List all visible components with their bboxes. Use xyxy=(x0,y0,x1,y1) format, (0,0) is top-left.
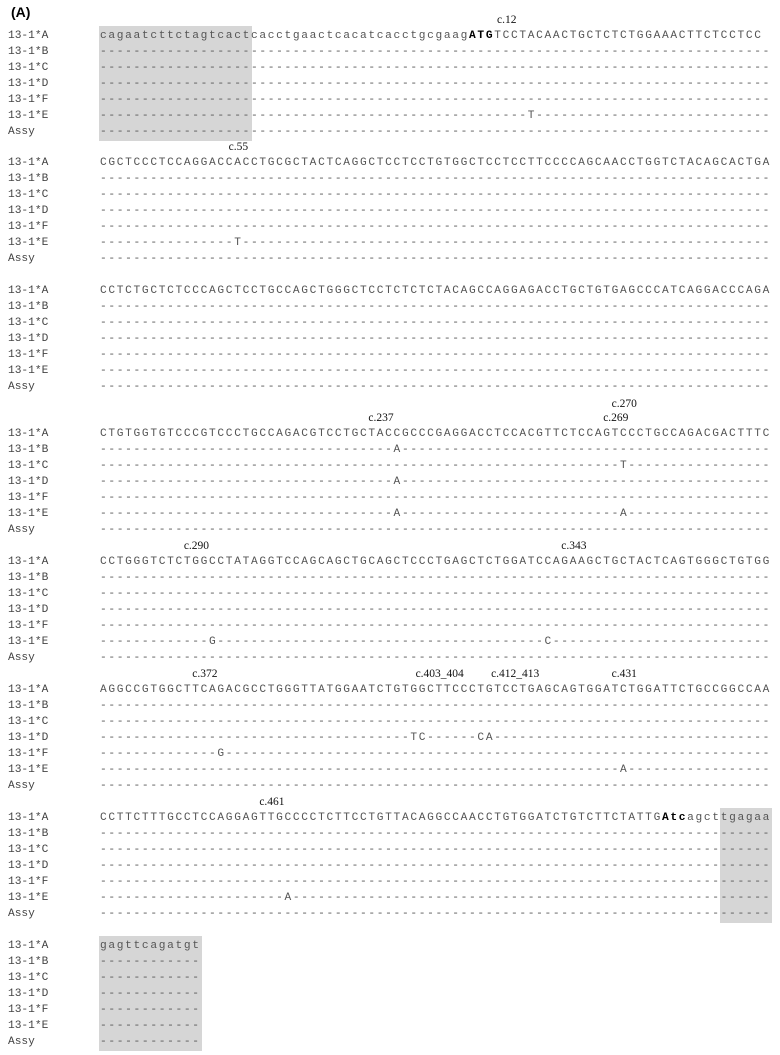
alignment-row xyxy=(0,347,780,363)
alignment-row xyxy=(0,746,780,762)
sequence-text: --------------------------------------------------------------A----------------- xyxy=(100,764,771,776)
sequence-text: -------------------------------------------------------------------------------- xyxy=(100,780,771,792)
sequence-text: -------------------------------------------------------------------------------- xyxy=(100,317,771,329)
sequence-text: ------------ xyxy=(100,972,201,984)
alignment-row xyxy=(0,219,780,235)
allele-name: 13-1*F xyxy=(8,1004,49,1016)
alignment-row xyxy=(0,171,780,187)
alignment-row xyxy=(0,634,780,650)
alignment-row xyxy=(0,890,780,906)
allele-name: 13-1*A xyxy=(8,812,49,824)
allele-name: Assy xyxy=(8,1036,35,1048)
allele-name: 13-1*A xyxy=(8,940,49,952)
alignment-block xyxy=(0,283,780,395)
allele-name: 13-1*B xyxy=(8,173,49,185)
alignment-row xyxy=(0,762,780,778)
alignment-row xyxy=(0,1034,780,1050)
sequence-text: -------------------------------------------------------------------------------- xyxy=(100,62,771,74)
sequence-text: -------------------------------------TC------CA--------------------------------- xyxy=(100,732,771,744)
allele-name: Assy xyxy=(8,381,35,393)
alignment-row xyxy=(0,363,780,379)
allele-name: 13-1*E xyxy=(8,237,49,249)
position-annotation: c.290 xyxy=(183,540,210,552)
sequence-text: AGGCCGTGGCTTCAGACGCCTGGGTTATGGAATCTGTGGCTTCCCTGTCCTGAGCAGTGGATCTGGATTCTGCCGGCCAA xyxy=(100,684,771,696)
sequence-text: -----------------------------------A-------------------------------------------- xyxy=(100,444,771,456)
sequence-text: -------------------------------------------------------------------------------- xyxy=(100,205,771,217)
position-annotation: c.12 xyxy=(497,14,517,26)
allele-name: 13-1*F xyxy=(8,492,49,504)
allele-name: 13-1*A xyxy=(8,157,49,169)
allele-name: 13-1*C xyxy=(8,716,49,728)
alignment-row xyxy=(0,299,780,315)
sequence-text: -------------------------------------------------------------------------------- xyxy=(100,333,771,345)
allele-name: 13-1*C xyxy=(8,972,49,984)
allele-name: Assy xyxy=(8,126,35,138)
sequence-text: -------------------------------------------------------------------------------- xyxy=(100,492,771,504)
alignment-row xyxy=(0,1018,780,1034)
alignment-row xyxy=(0,986,780,1002)
allele-name: 13-1*C xyxy=(8,844,49,856)
sequence-text: CGCTCCCTCCAGGACCACCTGCGCTACTCAGGCTCCTCCTGTGGCTCCTCCTTCCCCAGCAACCTGGTCTACAGCACTGA xyxy=(100,157,771,169)
alignment-block xyxy=(0,14,780,140)
sequence-text: -------------------------------------------------------------------------------- xyxy=(100,652,771,664)
alignment-row xyxy=(0,602,780,618)
allele-name: Assy xyxy=(8,524,35,536)
alignment-block xyxy=(0,398,780,538)
allele-name: Assy xyxy=(8,652,35,664)
alignment-block xyxy=(0,540,780,666)
allele-name: 13-1*D xyxy=(8,78,49,90)
alignment-block xyxy=(0,796,780,922)
alignment-row xyxy=(0,842,780,858)
sequence-text: -------------------------------------------------------------------------------- xyxy=(100,604,771,616)
sequence-text: -------------------------------------------------------------------------------- xyxy=(100,908,771,920)
sequence-text: gagttcagatgt xyxy=(100,940,201,952)
alignment-row xyxy=(0,698,780,714)
sequence-text: cagaatcttctagtcactcacctgaactcacatcacctgcgaagATGTCCTACAACTGCTCTCTGGAAACTTCTCCTCC xyxy=(100,30,763,42)
allele-name: 13-1*F xyxy=(8,221,49,233)
allele-name: 13-1*C xyxy=(8,460,49,472)
alignment-row xyxy=(0,28,780,44)
position-annotation: c.343 xyxy=(561,540,587,552)
sequence-text: -------------------------------------------------------------------------------- xyxy=(100,46,771,58)
sequence-text: --------------------------------------------------------------T----------------- xyxy=(100,460,771,472)
sequence-text: -------------------------------------------------------------------------------- xyxy=(100,700,771,712)
sequence-text: ----------------------A--------------------------------------------------------- xyxy=(100,892,771,904)
allele-name: 13-1*F xyxy=(8,349,49,361)
sequence-text: CTGTGGTGTCCCGTCCCTGCCAGACGTCCTGCTACCGCCCGAGGACCTCCACGTTCTCCAGTCCCTGCCAGACGACTTTC xyxy=(100,428,771,440)
allele-name: 13-1*D xyxy=(8,333,49,345)
alignment-row xyxy=(0,874,780,890)
alignment-row xyxy=(0,474,780,490)
alignment-block xyxy=(0,938,780,1050)
sequence-text: -------------------------------------------------------------------------------- xyxy=(100,253,771,265)
allele-name: 13-1*D xyxy=(8,988,49,1000)
alignment-row xyxy=(0,283,780,299)
alignment-row xyxy=(0,906,780,922)
allele-name: 13-1*A xyxy=(8,684,49,696)
position-annotation: c.412_413 xyxy=(491,668,540,680)
allele-name: 13-1*F xyxy=(8,620,49,632)
alignment-block xyxy=(0,141,780,267)
alignment-row xyxy=(0,44,780,60)
position-annotation: c.237 xyxy=(368,412,394,424)
sequence-text: -------------G---------------------------------------C-------------------------- xyxy=(100,636,771,648)
alignment-row xyxy=(0,379,780,395)
allele-name: 13-1*F xyxy=(8,876,49,888)
sequence-text: -----------------------------------A-------------------------------------------- xyxy=(100,476,771,488)
allele-name: 13-1*B xyxy=(8,700,49,712)
alignment-row xyxy=(0,586,780,602)
allele-name: 13-1*A xyxy=(8,30,49,42)
alignment-row xyxy=(0,506,780,522)
allele-name: 13-1*E xyxy=(8,892,49,904)
allele-name: 13-1*C xyxy=(8,189,49,201)
alignment-row xyxy=(0,1002,780,1018)
alignment-row xyxy=(0,554,780,570)
allele-name: 13-1*B xyxy=(8,572,49,584)
alignment-row xyxy=(0,331,780,347)
position-annotation: c.431 xyxy=(611,668,637,680)
alignment-row xyxy=(0,92,780,108)
sequence-text: ------------ xyxy=(100,1020,201,1032)
position-annotation: c.461 xyxy=(259,796,285,808)
position-annotation: c.269 xyxy=(603,412,629,424)
sequence-text: -------------------------------------------------------------------------------- xyxy=(100,94,771,106)
alignment-row xyxy=(0,570,780,586)
allele-name: 13-1*B xyxy=(8,444,49,456)
alignment-row xyxy=(0,778,780,794)
allele-name: 13-1*E xyxy=(8,508,49,520)
sequence-text: -------------------------------------------------------------------------------- xyxy=(100,173,771,185)
allele-name: 13-1*D xyxy=(8,476,49,488)
allele-name: 13-1*E xyxy=(8,636,49,648)
sequence-text: -------------------------------------------------------------------------------- xyxy=(100,349,771,361)
sequence-text: ----------------T--------------------------------------------------------------- xyxy=(100,237,771,249)
sequence-text: -------------------------------------------------------------------------------- xyxy=(100,221,771,233)
sequence-text: -------------------------------------------------------------------------------- xyxy=(100,381,771,393)
allele-name: 13-1*E xyxy=(8,365,49,377)
position-annotation: c.372 xyxy=(192,668,218,680)
alignment-row xyxy=(0,490,780,506)
allele-name: 13-1*B xyxy=(8,828,49,840)
allele-name: 13-1*B xyxy=(8,956,49,968)
sequence-text: -----------------------------------A--------------------------A----------------- xyxy=(100,508,771,520)
allele-name: 13-1*D xyxy=(8,205,49,217)
allele-name: 13-1*A xyxy=(8,285,49,297)
sequence-text: CCTGGGTCTCTGGCCTATAGGTCCAGCAGCTGCAGCTCCCTGAGCTCTGGATCCAGAAGCTGCTACTCAGTGGGCTGTGG xyxy=(100,556,771,568)
alignment-row xyxy=(0,203,780,219)
sequence-text: -------------------------------------------------------------------------------- xyxy=(100,620,771,632)
sequence-text: -------------------------------------------------------------------------------- xyxy=(100,716,771,728)
alignment-row xyxy=(0,108,780,124)
sequence-text: ------------ xyxy=(100,988,201,1000)
alignment-row xyxy=(0,714,780,730)
allele-name: 13-1*A xyxy=(8,556,49,568)
sequence-text: -------------------------------------------------------------------------------- xyxy=(100,524,771,536)
allele-name: 13-1*F xyxy=(8,748,49,760)
allele-name: Assy xyxy=(8,908,35,920)
sequence-text: ---------------------------------------------------T---------------------------- xyxy=(100,110,771,122)
sequence-text: -------------------------------------------------------------------------------- xyxy=(100,301,771,313)
sequence-text: ------------ xyxy=(100,956,201,968)
sequence-text: -------------------------------------------------------------------------------- xyxy=(100,78,771,90)
alignment-row xyxy=(0,810,780,826)
alignment-row xyxy=(0,826,780,842)
allele-name: 13-1*F xyxy=(8,94,49,106)
allele-name: 13-1*A xyxy=(8,428,49,440)
allele-name: 13-1*E xyxy=(8,110,49,122)
alignment-row xyxy=(0,442,780,458)
sequence-text: -------------------------------------------------------------------------------- xyxy=(100,572,771,584)
alignment-row xyxy=(0,522,780,538)
alignment-row xyxy=(0,155,780,171)
codon-highlight: ATG xyxy=(469,30,495,42)
allele-name: 13-1*E xyxy=(8,764,49,776)
alignment-row xyxy=(0,458,780,474)
alignment-row xyxy=(0,682,780,698)
alignment-row xyxy=(0,426,780,442)
alignment-row xyxy=(0,124,780,140)
alignment-row xyxy=(0,858,780,874)
alignment-row xyxy=(0,954,780,970)
sequence-text: ------------ xyxy=(100,1004,201,1016)
panel-label: (A) xyxy=(11,4,31,20)
sequence-text: -------------------------------------------------------------------------------- xyxy=(100,126,771,138)
position-annotation: c.270 xyxy=(611,398,637,410)
alignment-block xyxy=(0,668,780,794)
allele-name: Assy xyxy=(8,253,35,265)
allele-name: 13-1*B xyxy=(8,46,49,58)
alignment-row xyxy=(0,730,780,746)
position-annotation: c.403_404 xyxy=(415,668,464,680)
codon-highlight: Atc xyxy=(661,812,688,824)
allele-name: 13-1*D xyxy=(8,732,49,744)
sequence-text: -------------------------------------------------------------------------------- xyxy=(100,844,771,856)
alignment-row xyxy=(0,938,780,954)
alignment-row xyxy=(0,970,780,986)
sequence-text: -------------------------------------------------------------------------------- xyxy=(100,588,771,600)
allele-name: Assy xyxy=(8,780,35,792)
alignment-row xyxy=(0,235,780,251)
alignment-row xyxy=(0,315,780,331)
alignment-row xyxy=(0,650,780,666)
allele-name: 13-1*C xyxy=(8,317,49,329)
sequence-text: CCTTCTTTGCCTCCAGGAGTTGCCCCTCTTCCTGTTACAGGCCAACCTGTGGATCTGTCTTCTATTGAtcagcttgagaa xyxy=(100,812,772,824)
position-annotation: c.55 xyxy=(228,141,249,153)
alignment-row xyxy=(0,76,780,92)
allele-name: 13-1*B xyxy=(8,301,49,313)
allele-name: 13-1*D xyxy=(8,604,49,616)
alignment-row xyxy=(0,618,780,634)
allele-name: 13-1*C xyxy=(8,588,49,600)
alignment-row xyxy=(0,251,780,267)
allele-name: 13-1*E xyxy=(8,1020,49,1032)
alignment-row xyxy=(0,187,780,203)
sequence-text: --------------G----------------------------------------------------------------- xyxy=(100,748,771,760)
sequence-text: -------------------------------------------------------------------------------- xyxy=(100,860,771,872)
alignment-row xyxy=(0,60,780,76)
sequence-text: -------------------------------------------------------------------------------- xyxy=(100,189,771,201)
sequence-text: -------------------------------------------------------------------------------- xyxy=(100,828,771,840)
allele-name: 13-1*C xyxy=(8,62,49,74)
sequence-text: -------------------------------------------------------------------------------- xyxy=(100,365,771,377)
allele-name: 13-1*D xyxy=(8,860,49,872)
sequence-text: -------------------------------------------------------------------------------- xyxy=(100,876,771,888)
sequence-text: ------------ xyxy=(100,1036,201,1048)
sequence-text: CCTCTGCTCTCCCAGCTCCTGCCAGCTGGGCTCCTCTCTCTACAGCCAGGAGACCTGCTGTGAGCCCATCAGGACCCAGA xyxy=(100,285,771,297)
